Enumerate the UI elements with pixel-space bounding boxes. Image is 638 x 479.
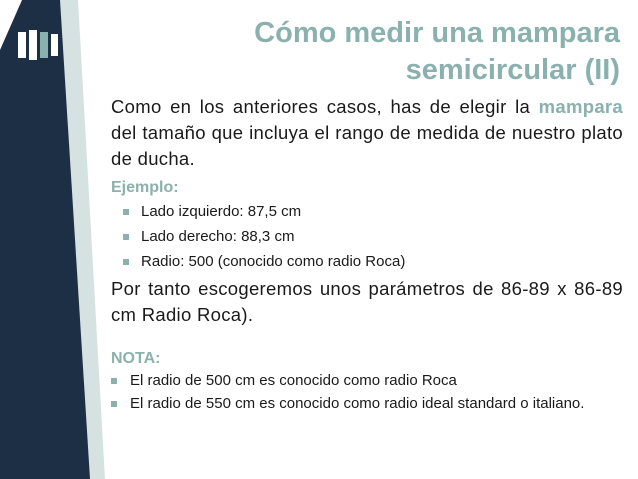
list-item: Radio: 500 (conocido como radio Roca) (111, 252, 623, 272)
intro-text-end: del tamaño que incluya el rango de medida de nuestro plato de ducha. (111, 122, 623, 169)
slide-title (150, 15, 620, 89)
intro-text-start: Como en los anteriores casos, has de elegir la (111, 96, 539, 117)
example-list (111, 202, 623, 272)
bullet-icon (111, 401, 117, 407)
slide-content (111, 94, 623, 414)
list-item: Lado izquierdo: 87,5 cm (111, 202, 623, 222)
note-heading: NOTA: (111, 350, 161, 367)
list-item: El radio de 500 cm es conocido como radio Roca (111, 371, 623, 391)
bullet-icon (123, 209, 129, 215)
conclusion-paragraph: Por tanto escogeremos unos parámetros de 86-89 x 86-89 cm Radio Roca). (111, 278, 623, 325)
bullet-icon (111, 378, 117, 384)
bullet-icon (123, 234, 129, 240)
title-line-1: Cómo medir una mampara (254, 17, 620, 49)
list-item: El radio de 550 cm es conocido como radio ideal standard o italiano. (111, 394, 623, 414)
intro-highlight: mampara (538, 96, 623, 117)
note-list (111, 371, 623, 414)
intro-paragraph (111, 94, 623, 172)
title-line-2: semicircular (II) (405, 54, 620, 86)
bullet-icon (123, 259, 129, 265)
example-heading: Ejemplo: (111, 179, 179, 196)
logo-icon (14, 22, 62, 70)
list-item: Lado derecho: 88,3 cm (111, 227, 623, 247)
